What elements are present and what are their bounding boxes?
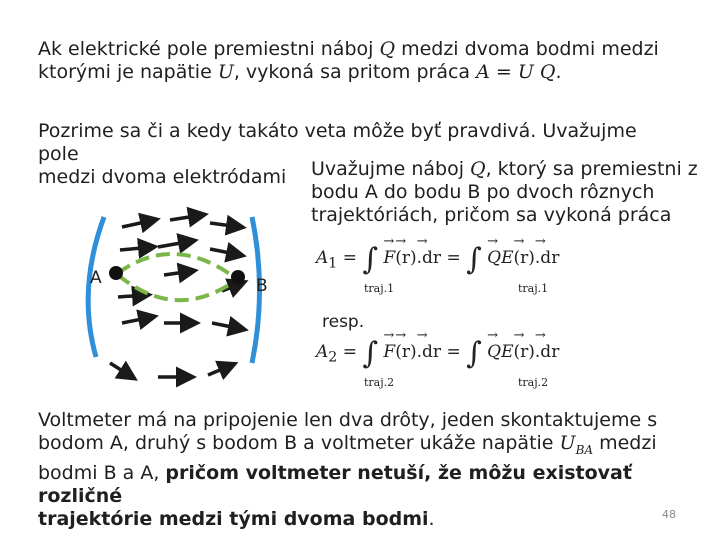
position-vector: → (r) (395, 248, 416, 268)
page-number: 48 (662, 508, 676, 521)
dr-vector: → .dr (417, 342, 441, 362)
equation-A2 (316, 330, 560, 371)
text-span: . (555, 61, 562, 83)
field-arrow (120, 247, 152, 250)
bold-text: trajektórie medzi tými dvoma bodmi (38, 507, 429, 530)
traj2-label: traj.2 (364, 376, 395, 389)
integral-sign-icon: ∫ (362, 336, 378, 371)
question-line-2: medzi dvoma elektródami (38, 166, 287, 188)
position-vector: → (r) (514, 248, 535, 268)
bold-text: pričom voltmeter netuší, že môžu existovať rozličné (38, 461, 632, 507)
trajectory-line-1 (311, 158, 701, 181)
text-span: Uvažujme náboj (311, 158, 471, 180)
field-vector: → QE (487, 248, 513, 268)
field-vector: → QE (487, 342, 513, 362)
work-equation: A = U Q (476, 61, 556, 83)
field-arrow (210, 249, 240, 255)
point-B (231, 270, 245, 284)
eq-subscript: 1 (328, 255, 338, 272)
eq-equals: = (446, 342, 461, 362)
field-arrow (208, 365, 232, 375)
voltmeter-line-3 (38, 462, 678, 508)
traj1-label: traj.1 (364, 282, 395, 295)
force-vector: → F (383, 342, 395, 362)
symbol-Q: Q (470, 158, 486, 180)
symbol-U: U (559, 432, 576, 454)
field-arrow (212, 323, 242, 329)
field-arrow (164, 271, 192, 275)
trajectory-line-3: trajektóriách, pričom sa vykoná práca (311, 204, 672, 226)
field-arrows (110, 215, 242, 377)
electric-field-diagram (82, 205, 282, 390)
voltmeter-line-1: Voltmeter má na pripojenie len dva drôty, jeden skontaktujeme s (38, 409, 658, 431)
dr-vector: → .dr (417, 248, 441, 268)
traj1-label: traj.1 (518, 282, 549, 295)
text-span: medzi dvoma bodmi medzi (395, 38, 659, 60)
intro-paragraph (38, 38, 678, 84)
text-span: bodom A, druhý s bodom B a voltmeter ukáže napätie (38, 432, 560, 454)
voltmeter-line-2 (38, 432, 678, 462)
trajectory-paragraph (311, 158, 701, 227)
force-vector: → F (383, 248, 395, 268)
eq-equals: = (446, 248, 461, 268)
text-span: , ktorý sa premiestni z (485, 158, 698, 180)
eq-equals: = (342, 342, 357, 362)
point-A-label: A (90, 268, 102, 288)
equation-A1 (316, 236, 560, 277)
resp-label: resp. (322, 312, 365, 332)
eq-equals: = (342, 248, 357, 268)
text-span: medzi (593, 432, 657, 454)
eq-lhs: A (316, 248, 329, 268)
text-span: bodmi B a A, (38, 461, 166, 484)
intro-line-1 (38, 38, 678, 61)
symbol-U: U (217, 61, 234, 83)
intro-line-2 (38, 61, 678, 84)
field-arrow (122, 317, 152, 323)
dr-vector: → .dr (535, 342, 559, 362)
text-span: ktorými je napätie (38, 61, 218, 83)
position-vector: → (r) (514, 342, 535, 362)
traj2-label: traj.2 (518, 376, 549, 389)
field-arrow (118, 295, 146, 297)
position-vector: → (r) (395, 342, 416, 362)
text-span: , vykoná sa pritom práca (233, 61, 477, 83)
integral-sign-icon: ∫ (466, 242, 482, 277)
symbol-Q: Q (379, 38, 396, 60)
trajectory-line-2: bodu A do bodu B po dvoch rôznych (311, 181, 655, 203)
field-arrow (170, 215, 202, 220)
eq-subscript: 2 (328, 349, 338, 366)
text-span: . (428, 507, 435, 530)
point-B-label: B (256, 276, 268, 296)
integral-sign-icon: ∫ (362, 242, 378, 277)
field-arrow (110, 363, 132, 377)
field-arrow (122, 220, 154, 227)
symbol-subscript-BA: BA (575, 442, 594, 457)
voltmeter-line-4 (38, 508, 678, 531)
integral-sign-icon: ∫ (466, 336, 482, 371)
field-arrow (158, 241, 192, 247)
dr-vector: → .dr (535, 248, 559, 268)
text-span: Ak elektrické pole premiestni náboj (38, 38, 380, 60)
point-A (109, 266, 123, 280)
voltmeter-paragraph (38, 409, 678, 531)
eq-lhs: A (316, 342, 329, 362)
question-line-1: Pozrime sa či a kedy takáto veta môže byť pravdivá. Uvažujme pole (38, 120, 637, 165)
field-arrow (210, 223, 240, 227)
